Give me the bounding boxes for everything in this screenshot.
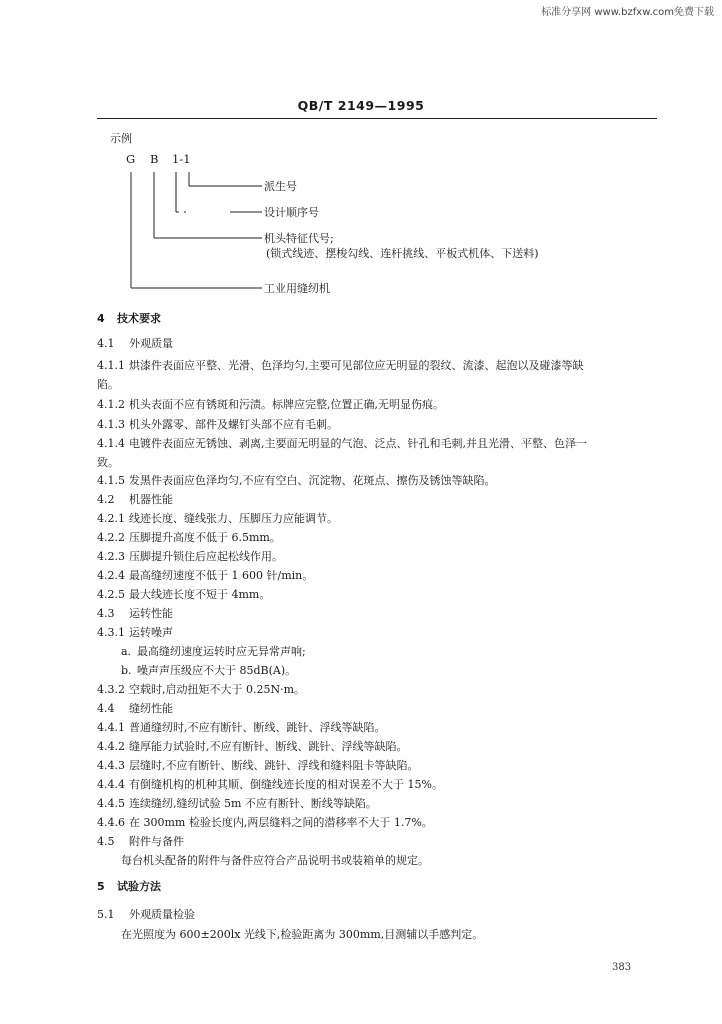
clause-line: 4.2.4 最高缝纫速度不低于 1 600 针/min。 xyxy=(97,569,314,582)
head-feature-detail: (锁式线迹、摆梭勾线、连杆挑线、平板式机体、下送料) xyxy=(266,247,539,260)
clause-line: b. 噪声声压级应不大于 85dB(A)。 xyxy=(121,664,297,677)
example-label: 示例 xyxy=(110,132,132,145)
clause-line: 4.4.5 连续缝纫,缝纫试验 5m 不应有断针、断线等缺陷。 xyxy=(97,797,377,810)
clause-line: 5.1 外观质量检验 xyxy=(97,908,195,921)
standard-header: QB/T 2149—1995 xyxy=(297,98,425,113)
designation-diagram xyxy=(0,0,722,320)
clause-line: 4 技术要求 xyxy=(97,312,161,325)
clause-line: 4.3.2 空载时,启动扭矩不大于 0.25N·m。 xyxy=(97,683,306,696)
derivative-number-label: 派生号 xyxy=(264,180,297,193)
clause-line: a. 最高缝纫速度运转时应无异常声响; xyxy=(121,645,306,658)
watermark: 标准分享网 www.bzfxw.com免费下载 xyxy=(541,7,714,18)
clause-line: 4.3.1 运转噪声 xyxy=(97,626,173,639)
clause-line: 4.2.5 最大线迹长度不短于 4mm。 xyxy=(97,588,271,601)
clause-line: 4.5 附件与备件 xyxy=(97,835,184,848)
industrial-machine-label: 工业用缝纫机 xyxy=(264,282,330,295)
clause-line: 4.2.1 线迹长度、缝线张力、压脚压力应能调节。 xyxy=(97,512,338,525)
clause-line: 致。 xyxy=(97,456,119,469)
clause-line: 4.4.6 在 300mm 检验长度内,两层缝料之间的潜移率不大于 1.7%。 xyxy=(97,816,433,829)
page-number: 383 xyxy=(612,962,632,973)
clause-line: 每台机头配备的附件与备件应符合产品说明书或装箱单的规定。 xyxy=(121,854,429,867)
head-feature-label: 机头特征代号; xyxy=(264,232,334,245)
clause-line: 4.3 运转性能 xyxy=(97,607,173,620)
clause-line: 4.1.4 电镀件表面应无锈蚀、剥离,主要面无明显的气泡、泛点、针孔和毛刺,并且光滑、平整、色泽一 xyxy=(97,437,587,450)
code-g: G xyxy=(126,152,136,166)
clause-line: 4.1.1 烘漆件表面应平整、光滑、色泽均匀,主要可见部位应无明显的裂纹、流漆、起泡以及碰漆等缺 xyxy=(97,359,584,372)
clause-line: 4.2 机器性能 xyxy=(97,493,173,506)
clause-line: 4.1.2 机头表面不应有锈斑和污渍。标牌应完整,位置正确,无明显伤痕。 xyxy=(97,398,444,411)
clause-line: 4.1.5 发黑件表面应色泽均匀,不应有空白、沉淀物、花斑点、擦伤及锈蚀等缺陷。 xyxy=(97,474,496,487)
clause-line: 4.1 外观质量 xyxy=(97,337,173,350)
clause-line: 陷。 xyxy=(97,378,119,391)
clause-line: 4.2.2 压脚提升高度不低于 6.5mm。 xyxy=(97,531,281,544)
header-rule xyxy=(97,118,657,119)
clause-line: 4.4.2 缝厚能力试验时,不应有断针、断线、跳针、浮线等缺陷。 xyxy=(97,740,408,753)
clause-line: 在光照度为 600±200lx 光线下,检验距离为 300mm,目测辅以手感判定。 xyxy=(121,928,484,941)
clause-line: 4.4 缝纫性能 xyxy=(97,702,173,715)
clause-line: 4.4.4 有倒缝机构的机种其顺、倒缝线迹长度的相对误差不大于 15%。 xyxy=(97,778,443,791)
clause-line: 5 试验方法 xyxy=(97,880,161,893)
clause-line: 4.1.3 机头外露零、部件及螺钉头部不应有毛刺。 xyxy=(97,418,338,431)
clause-line: 4.4.3 层缝时,不应有断针、断线、跳针、浮线和缝料阻卡等缺陷。 xyxy=(97,759,419,772)
clause-line: 4.2.3 压脚提升锁住后应起松线作用。 xyxy=(97,550,283,563)
code-1-1: 1-1 xyxy=(172,152,191,166)
code-b: B xyxy=(150,152,159,166)
design-sequence-label: 设计顺序号 xyxy=(264,206,319,219)
clause-line: 4.4.1 普通缝纫时,不应有断针、断线、跳针、浮线等缺陷。 xyxy=(97,721,386,734)
